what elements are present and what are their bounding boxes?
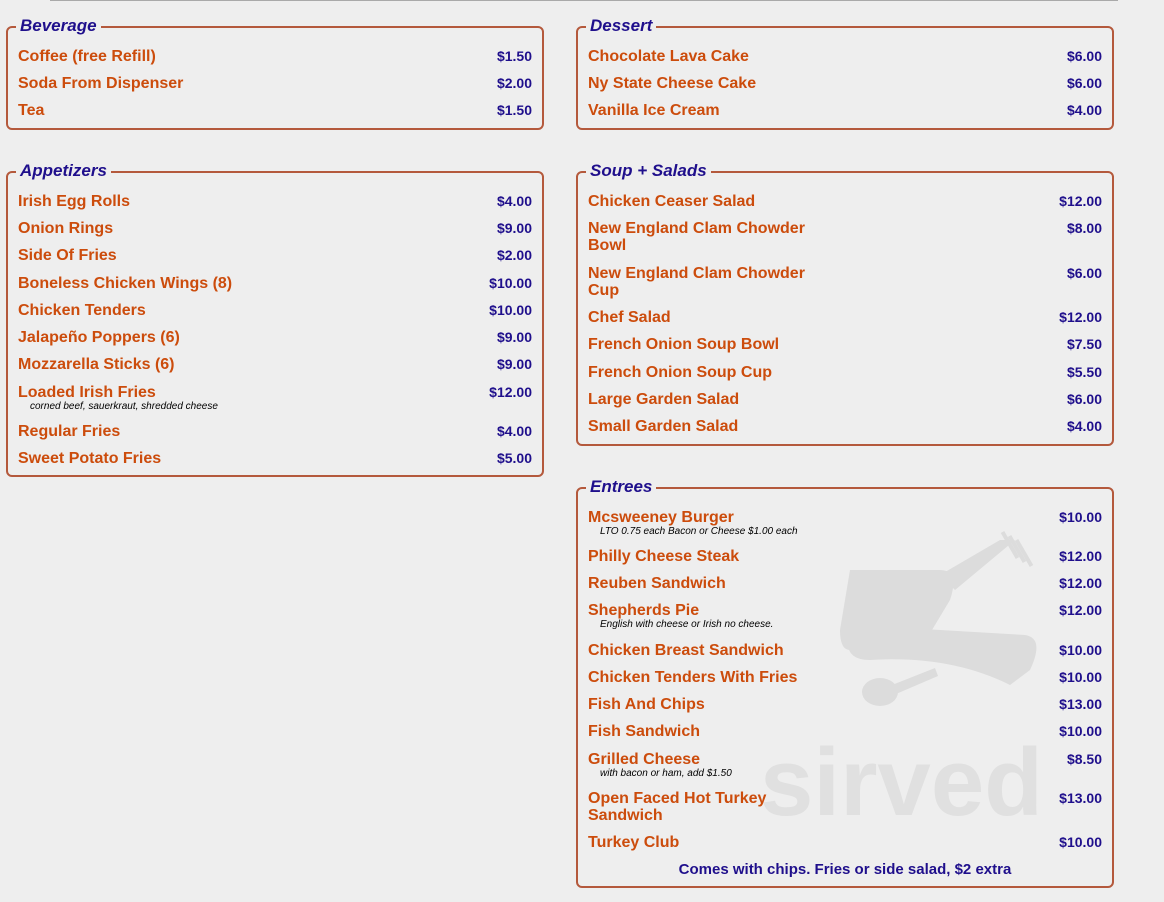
item-name: New England Clam Chowder Cup — [588, 265, 805, 299]
item-price: $5.00 — [496, 450, 532, 466]
item-price: $4.00 — [1066, 102, 1102, 118]
item-price: $8.50 — [1066, 751, 1102, 767]
top-divider — [50, 0, 1118, 1]
item-note: with bacon or ham, add $1.50 — [600, 768, 732, 779]
item-price: $10.00 — [1059, 642, 1102, 658]
item-price: $4.00 — [496, 423, 532, 439]
entrees-section — [576, 477, 1114, 888]
item-name: Chicken Tenders With Fries — [588, 669, 798, 686]
item-price: $9.00 — [496, 329, 532, 345]
item-price: $5.50 — [1066, 364, 1102, 380]
item-name: Tea — [18, 102, 45, 119]
item-price: $12.00 — [1059, 193, 1102, 209]
item-price: $10.00 — [1059, 723, 1102, 739]
item-price: $6.00 — [1066, 48, 1102, 64]
item-name: Regular Fries — [18, 423, 121, 440]
item-name: French Onion Soup Cup — [588, 364, 772, 381]
item-price: $6.00 — [1066, 391, 1102, 407]
item-price: $10.00 — [489, 302, 532, 318]
item-name: Grilled Cheese — [588, 751, 701, 768]
item-name: Mcsweeney Burger — [588, 509, 734, 526]
item-price: $13.00 — [1059, 790, 1102, 806]
item-name: Reuben Sandwich — [588, 575, 726, 592]
appetizers-section — [6, 161, 544, 477]
item-price: $6.00 — [1066, 265, 1102, 281]
sirved-watermark-text: sirved — [760, 729, 1043, 836]
item-name: Irish Egg Rolls — [18, 193, 131, 210]
section-title: Beverage — [16, 16, 101, 36]
item-name: Loaded Irish Fries — [18, 384, 156, 401]
item-name: Chocolate Lava Cake — [588, 48, 749, 65]
item-name: New England Clam Chowder Bowl — [588, 220, 805, 254]
item-name: Vanilla Ice Cream — [588, 102, 720, 119]
item-name: Shepherds Pie — [588, 602, 700, 619]
item-name: Mozzarella Sticks (6) — [18, 356, 175, 373]
item-price: $1.50 — [496, 48, 532, 64]
item-price: $2.00 — [496, 75, 532, 91]
item-price: $4.00 — [496, 193, 532, 209]
item-price: $9.00 — [496, 356, 532, 372]
item-price: $12.00 — [1059, 548, 1102, 564]
section-title: Appetizers — [16, 161, 111, 181]
beverage-section — [6, 16, 544, 130]
item-price: $10.00 — [1059, 669, 1102, 685]
item-price: $10.00 — [1059, 509, 1102, 525]
item-name: Ny State Cheese Cake — [588, 75, 757, 92]
item-price: $1.50 — [496, 102, 532, 118]
item-price: $10.00 — [1059, 834, 1102, 850]
item-price: $12.00 — [1059, 602, 1102, 618]
item-name: Side Of Fries — [18, 247, 117, 264]
item-price: $13.00 — [1059, 696, 1102, 712]
section-title: Entrees — [586, 477, 656, 497]
item-name: Jalapeño Poppers (6) — [18, 329, 180, 346]
section-title: Dessert — [586, 16, 656, 36]
item-price: $10.00 — [489, 275, 532, 291]
item-name: Coffee (free Refill) — [18, 48, 156, 65]
item-name: Boneless Chicken Wings (8) — [18, 275, 233, 292]
soup-salads-section — [576, 161, 1114, 446]
item-price: $4.00 — [1066, 418, 1102, 434]
item-name: Philly Cheese Steak — [588, 548, 740, 565]
item-name: Chicken Tenders — [18, 302, 146, 319]
item-name: Chicken Breast Sandwich — [588, 642, 784, 659]
item-price: $7.50 — [1066, 336, 1102, 352]
item-price: $12.00 — [489, 384, 532, 400]
item-note: corned beef, sauerkraut, shredded cheese — [30, 401, 218, 412]
item-price: $8.00 — [1066, 220, 1102, 236]
section-title: Soup + Salads — [586, 161, 711, 181]
entrees-footer-note: Comes with chips. Fries or side salad, $2 extra — [678, 861, 1012, 878]
item-name: Small Garden Salad — [588, 418, 739, 435]
item-price: $2.00 — [496, 247, 532, 263]
item-price: $12.00 — [1059, 309, 1102, 325]
item-price: $9.00 — [496, 220, 532, 236]
item-name: Fish Sandwich — [588, 723, 701, 740]
item-name: Open Faced Hot Turkey Sandwich — [588, 790, 767, 824]
item-name: French Onion Soup Bowl — [588, 336, 780, 353]
item-price: $12.00 — [1059, 575, 1102, 591]
item-name: Large Garden Salad — [588, 391, 740, 408]
item-name: Chicken Ceaser Salad — [588, 193, 756, 210]
item-price: $6.00 — [1066, 75, 1102, 91]
item-note: English with cheese or Irish no cheese. — [600, 619, 774, 630]
item-name: Turkey Club — [588, 834, 680, 851]
item-name: Soda From Dispenser — [18, 75, 184, 92]
item-note: LTO 0.75 each Bacon or Cheese $1.00 each — [600, 526, 798, 537]
item-name: Fish And Chips — [588, 696, 705, 713]
item-name: Chef Salad — [588, 309, 671, 326]
dessert-section — [576, 16, 1114, 130]
item-name: Sweet Potato Fries — [18, 450, 162, 467]
item-name: Onion Rings — [18, 220, 114, 237]
